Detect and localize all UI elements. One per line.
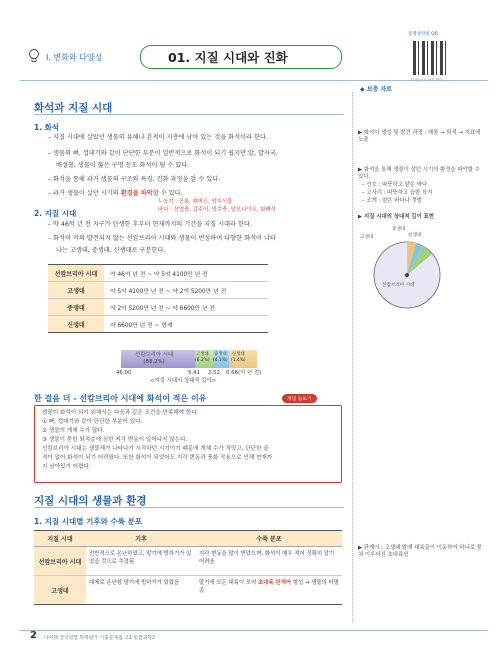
side-note-6: ▶ 지질 시대의 상대적 길이 표현	[358, 214, 435, 220]
bar-tick-4: 0.66(억 년 전)	[226, 370, 262, 376]
side-note-3: – 산호 : 따뜻하고 얕은 바다	[362, 182, 428, 188]
range-cell: 약 46억 년 전 ~ 약 5억 4100만 년 전	[110, 271, 208, 278]
era-cell: 중생대	[48, 299, 104, 315]
era-line-3: 나는 고생대, 중생대, 신생대로 구분한다.	[56, 247, 166, 254]
table-row	[48, 316, 268, 333]
side-note-1: ▶ 화석이 생성 및 발견 과정 : 매몰 → 퇴적 → 지표에 노출	[358, 130, 481, 143]
bar-tick-3: 2.52	[208, 370, 221, 376]
lightbulb-icon	[28, 48, 40, 62]
paleozoic-label: 고생대 (6.2%)	[195, 352, 210, 363]
fossil-line-3: 배설물, 생물이 뚫은 구멍 등도 화석이 될 수 있다.	[56, 162, 190, 169]
era-cell: 고생대	[48, 282, 104, 298]
col-header: 수륙 분포	[256, 536, 282, 543]
side-note-2: ▶ 화석을 통해 생물이 살던 시기의 환경을 파악할 수 있다.	[358, 167, 481, 180]
cenozoic-label: 신생대 (1.4%)	[231, 352, 246, 363]
range-cell: 약 2억 5200만 년 전 ~ 약 6600만 년 전	[110, 305, 216, 312]
side-note-pangaea: ▶ 판게아 : 고생대 말에 대륙들이 이동하여 하나로 뭉쳐 이루어진 초대륙성	[358, 545, 482, 558]
table-header	[34, 531, 342, 547]
era-table	[48, 264, 268, 333]
qr-code[interactable]	[413, 41, 447, 75]
era-cell: 선캄브리아 시대	[48, 265, 104, 281]
subheading-era: 2. 지질 시대	[34, 209, 77, 218]
climate-cell: 대체로 온난함 말기에 빙하기가 있었음	[89, 580, 180, 586]
more-badge: 개념 들보기	[282, 394, 317, 403]
table-row	[34, 547, 342, 576]
page-number: 2	[30, 630, 37, 641]
footer-text: 다이렉 전국연합 학력평가 기출문제집 고1 통합과학2	[44, 636, 156, 641]
sidebar-divider	[352, 92, 354, 622]
climate-table	[34, 530, 342, 605]
page-title: 01. 지질 시대와 진화	[168, 50, 288, 65]
era-line-1: – 약 46억 년 전 지구가 탄생한 후부터 현재까지의 기간을 지질 시대라 한다.	[48, 221, 252, 228]
more-line-7: 지 남아있기 어렵다.	[42, 464, 91, 470]
bar-caption: <지질 시대의 상대적 길이>	[150, 378, 217, 384]
table-row	[48, 282, 268, 299]
section-heading: 화석과 지질 시대	[34, 102, 113, 114]
side-note-5: – 조개 : 얕은 바다나 갯벌	[362, 198, 422, 204]
era-cell: 고생대	[34, 576, 86, 604]
unit-label: Ⅰ. 변화와 다양성	[46, 53, 103, 62]
clock-label-ceno: 신생대	[408, 233, 422, 238]
section2-heading: 지질 시대의 생물과 환경	[34, 495, 147, 507]
section-rule	[34, 114, 344, 115]
more-line-6: 격이 없어 화석이 되기 어려웠다. 또한 화석이 되었어도 지각 변동과 풍화 작용으로 인해 현재까	[42, 455, 273, 461]
highlight-text: 초대륙 판게아	[257, 580, 292, 586]
fossil-note-2: 바다 : 삼엽충, 갑주어, 방추충, 암모나이트, 화폐석	[158, 207, 276, 213]
side-note-4: – 고사리 : 따뜻하고 습한 육지	[362, 190, 433, 196]
era-cell: 신생대	[48, 316, 104, 332]
clock-label-pre: 선캄브리아 시대	[382, 283, 415, 288]
col-header: 지질 시대	[47, 536, 73, 543]
land-cell: 지각 변동을 많이 받았으며, 화석이 매우 적어 정확히 알기 어려움	[199, 551, 335, 565]
more-line-4: ③ 생물이 묻힌 퇴적층에 심한 지각 변동이 일어나지 않는다.	[42, 437, 188, 443]
mesozoic-label: 중생대 (4.1%)	[213, 352, 228, 363]
highlight-text: 환경을 파악	[120, 190, 153, 197]
more-line-2: ① 뼈, 껍데기와 같이 단단한 부분이 있다.	[42, 419, 143, 425]
subheading-fossil: 1. 화석	[34, 123, 60, 132]
fossil-line-4: – 화석을 통해 과거 생물의 구조와 특징, 진화 과정을 알 수 있다.	[48, 176, 221, 183]
more-line-1: 생물이 화석이 되기 위해서는 다음과 같은 조건을 만족해야 한다.	[42, 410, 199, 416]
era-bar	[121, 350, 257, 368]
table-row	[48, 299, 268, 316]
more-heading: 한 걸음 더 - 선캄브리아 시대에 화석이 적은 이유	[34, 394, 207, 403]
qr-label: 동영상강의 QR	[408, 32, 438, 37]
range-cell: 약 5억 4100만 년 전 ~ 약 2억 5200만 년 전	[110, 288, 227, 295]
era-cell: 선캄브리아 시대	[34, 547, 86, 575]
header-rule	[20, 80, 488, 81]
subheading-climate: 1. 지질 시대별 기후와 수륙 분포	[34, 517, 143, 526]
table-row	[48, 265, 268, 282]
more-line-5: 선캄브리아 시대는 생물체가 나타나기 시작하던 시기이기 때문에 개체 수가 적었고, 단단한 골	[42, 446, 269, 452]
clock-label-meso: 중생대	[392, 227, 406, 232]
section2-rule	[34, 507, 344, 508]
climate-cell: 전반적으로 온난하였고, 말기에 빙하기가 있었을 것으로 추정됨	[89, 551, 192, 565]
era-line-2: – 화석이 거의 발견되지 않는 선캄브리아 시대와 생물이 번성하여 다양한 화석이 나타	[48, 235, 276, 242]
fossil-note-1: └ 육지 : 공룡, 매머드, 양치식물	[158, 199, 233, 205]
geologic-clock	[372, 240, 442, 310]
sidebar-label: ◆ 보충 자료	[360, 86, 392, 93]
precambrian-label: 선캄브리아 시대 (88.2%)	[135, 352, 174, 365]
fossil-line-5: – 과거 생물이 살던 시기의 환경을 파악할 수 있다.	[48, 190, 183, 197]
more-line-3: ② 생물의 개체 수가 많다.	[42, 428, 105, 434]
range-cell: 약 6600만 년 전 ~ 현재	[110, 322, 173, 329]
footer-rule	[20, 630, 488, 631]
fossil-line-1: – 지질 시대에 살았던 생물의 유해나 흔적이 지층에 남아 있는 것을 화석이라 한다.	[48, 134, 268, 141]
bar-tick-1: 46.00	[116, 370, 132, 376]
bar-tick-2: 5.41	[188, 370, 201, 376]
col-header: 기후	[135, 536, 147, 543]
clock-label-pal: 고생대	[360, 235, 374, 240]
fossil-line-2: – 생물의 뼈, 껍데기와 같이 단단한 부분이 일반적으로 화석이 되기 쉽지만 알, 발자국,	[48, 150, 278, 157]
land-cell: 말기에 모든 대륙이 모여 초대륙 판게아 형성 → 생물의 터멸종	[199, 580, 339, 594]
table-row	[34, 576, 342, 605]
